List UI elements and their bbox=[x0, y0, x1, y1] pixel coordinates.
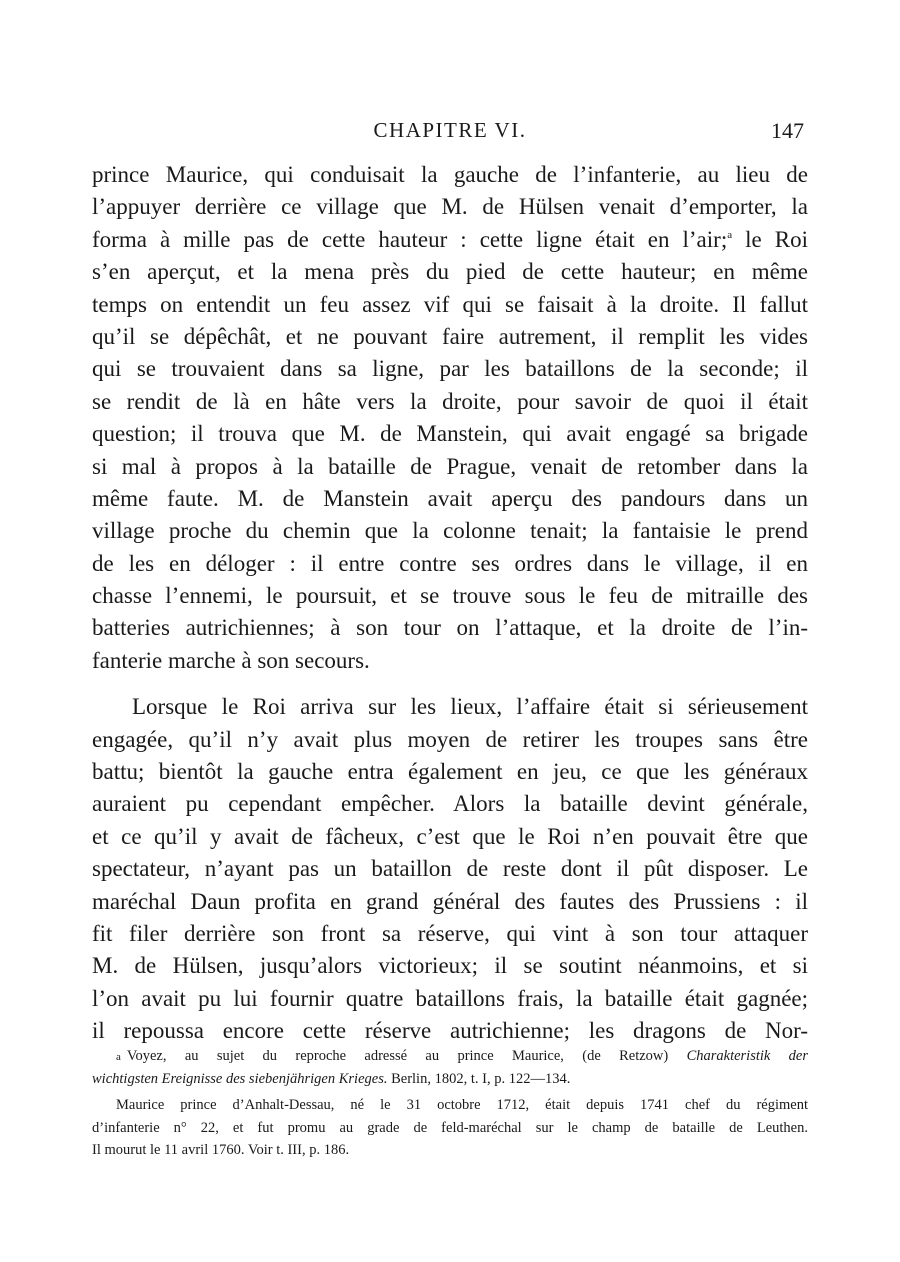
text-line: battu; bientôt la gauche entra également en jeu, ce que les généraux bbox=[92, 759, 808, 785]
text-line: s’en aperçut, et la mena près du pied de cette hauteur; en même bbox=[92, 259, 808, 285]
footnotes bbox=[92, 1045, 808, 1162]
text-segment: le Roi bbox=[745, 226, 808, 252]
text-line: même faute. M. de Manstein avait aperçu des pandours dans un bbox=[92, 485, 808, 511]
footnote-a-line bbox=[92, 1045, 808, 1068]
text-line: batteries autrichiennes; à son tour on l’attaque, et la droite de l’in- bbox=[92, 615, 808, 641]
footnote-book-title: wichtigsten Ereignisse des siebenjährigen Krieges. bbox=[92, 1070, 388, 1087]
footnote-b-line: d’infanterie n° 22, et fut promu au grade de feld-maréchal sur le champ de bataille de Leuthen. bbox=[92, 1119, 808, 1136]
text-line: et ce qu’il y avait de fâcheux, c’est que le Roi n’en pouvait être que bbox=[92, 823, 808, 849]
text-line: maréchal Daun profita en grand général des fautes des Prussiens : il bbox=[92, 888, 808, 914]
text-line: fit filer derrière son front sa réserve, qui vint à son tour attaquer bbox=[92, 920, 808, 946]
text-line: l’appuyer derrière ce village que M. de Hülsen venait d’emporter, la bbox=[92, 194, 808, 220]
text-line: Lorsque le Roi arriva sur les lieux, l’affaire était si sérieusement bbox=[132, 694, 808, 720]
body-text bbox=[92, 159, 808, 1048]
footnote-book-title: Charakteristik der bbox=[686, 1048, 809, 1064]
text-line-with-note bbox=[92, 224, 808, 256]
text-line: village proche du chemin que la colonne tenait; la fantaisie le prend bbox=[92, 518, 808, 544]
page-number: 147 bbox=[771, 118, 804, 143]
footnote-text: Berlin, 1802, t. I, p. 122—134. bbox=[391, 1070, 571, 1087]
text-line: il repoussa encore cette réserve autrichienne; les dragons de Nor- bbox=[92, 1018, 808, 1044]
text-line: temps on entendit un feu assez vif qui se faisait à la droite. Il fallut bbox=[92, 291, 808, 317]
footnote-b-line: Il mourut le 11 avril 1760. Voir t. III, p. 186. bbox=[92, 1142, 350, 1158]
text-line: qui se trouvaient dans sa ligne, par les bataillons de la seconde; il bbox=[92, 356, 808, 382]
footnote-reference: a bbox=[727, 228, 733, 241]
text-line: auraient pu cependant empêcher. Alors la bataille devint générale, bbox=[92, 791, 808, 817]
footnote-text: Voyez, au sujet du reproche adressé au prince Maurice, (de Retzow) bbox=[126, 1048, 669, 1064]
running-head bbox=[92, 118, 808, 148]
footnote-marker: a bbox=[116, 1051, 121, 1063]
text-line: se rendit de là en hâte vers la droite, pour savoir de quoi il était bbox=[92, 388, 808, 414]
text-line: fanterie marche à son secours. bbox=[92, 647, 370, 673]
text-line: question; il trouva que M. de Manstein, qui avait engagé sa brigade bbox=[92, 421, 808, 447]
text-line: M. de Hülsen, jusqu’alors victorieux; il se soutint néanmoins, et si bbox=[92, 953, 808, 979]
text-line: de les en déloger : il entre contre ses ordres dans le village, il en bbox=[92, 550, 808, 576]
text-line: spectateur, n’ayant pas un bataillon de reste dont il pût disposer. Le bbox=[92, 856, 808, 882]
text-line: l’on avait pu lui fournir quatre bataillons frais, la bataille était gagnée; bbox=[92, 985, 808, 1011]
paragraph-gap bbox=[92, 677, 808, 691]
text-line: engagée, qu’il n’y avait plus moyen de retirer les troupes sans être bbox=[92, 726, 808, 752]
chapter-title: CHAPITRE VI. bbox=[373, 118, 527, 142]
footnote-b-line: Maurice prince d’Anhalt-Dessau, né le 31 octobre 1712, était depuis 1741 chef du régiment bbox=[116, 1097, 808, 1113]
text-line: prince Maurice, qui conduisait la gauche de l’infanterie, au lieu de bbox=[92, 162, 808, 187]
text-segment: forma à mille pas de cette hauteur : cette ligne était en l’air; bbox=[92, 226, 728, 252]
text-line: chasse l’ennemi, le poursuit, et se trouve sous le feu de mitraille des bbox=[92, 583, 808, 609]
footnote-a-line bbox=[92, 1068, 808, 1091]
text-line: qu’il se dépêchât, et ne pouvant faire autrement, il remplit les vides bbox=[92, 323, 808, 349]
text-line: si mal à propos à la bataille de Prague, venait de retomber dans la bbox=[92, 453, 808, 479]
